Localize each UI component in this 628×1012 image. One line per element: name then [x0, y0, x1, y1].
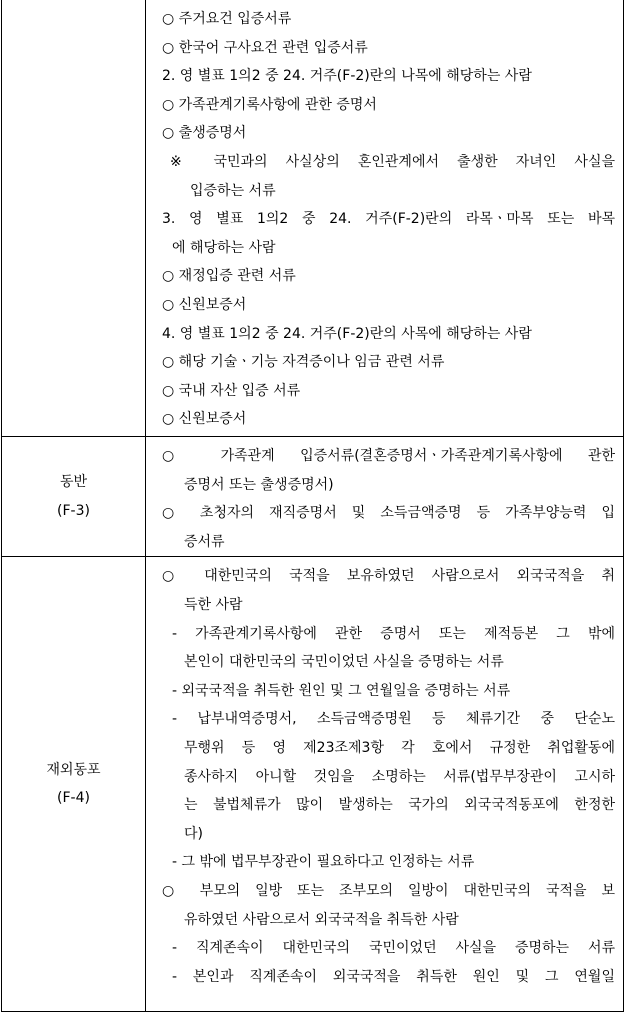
- list-item: 유하였던 사람으로서 외국국적을 취득한 사람: [184, 911, 459, 928]
- list-item: 본인이 대한민국의 국민이었던 사실을 증명하는 서류: [184, 654, 504, 671]
- list-item: ○ 주거요건 입증서류: [162, 11, 292, 27]
- list-item: 종사하지 아니할 것임을 소명하는 서류(법무부장관이 고시하: [184, 768, 615, 785]
- list-item: ○ 초청자의 재직증명서 및 소득금액증명 등 가족부양능력 입: [162, 505, 615, 522]
- category-cell: [2, 557, 146, 1012]
- list-item: 다): [184, 825, 203, 842]
- category-label: 동반: [59, 474, 88, 491]
- list-item: - 납부내역증명서, 소득금액증명원 등 체류기간 중 단순노: [172, 711, 615, 728]
- document-list-cell: [146, 437, 624, 557]
- list-item: - 외국국적을 취득한 원인 및 그 연월일을 증명하는 서류: [172, 682, 511, 699]
- list-item: ○ 부모의 일방 또는 조부모의 일방이 대한민국의 국적을 보: [162, 882, 615, 899]
- category-label: (F-3): [57, 502, 90, 519]
- list-item: 는 불법체류가 많이 발생하는 국가의 외국국적동포에 한정한: [184, 797, 615, 814]
- table-row: [2, 437, 624, 557]
- list-item: 증명서 또는 출생증명서): [184, 476, 334, 493]
- document-list-cell: [146, 0, 624, 437]
- category-label: (F-4): [57, 790, 90, 807]
- category-cell: [2, 0, 146, 437]
- list-item: ○ 가족관계 입증서류(결혼증명서ㆍ가족관계기록사항에 관한: [162, 448, 615, 464]
- table-row: [2, 0, 624, 437]
- list-item: ○ 신원보증서: [162, 411, 247, 428]
- list-item: ○ 한국어 구사요건 관련 입증서류: [162, 39, 368, 56]
- list-item: 증서류: [184, 533, 225, 550]
- list-item: ○ 신원보증서: [162, 296, 247, 313]
- list-item: 득한 사람: [184, 596, 243, 613]
- list-item: ○ 출생증명서: [162, 125, 247, 142]
- list-item: 3. 영 별표 1의2 중 24. 거주(F-2)란의 라목ㆍ마목 또는 바목: [162, 211, 615, 228]
- list-item: ○ 가족관계기록사항에 관한 증명서: [162, 96, 377, 113]
- list-item: ○ 대한민국의 국적을 보유하였던 사람으로서 외국국적을 취: [162, 568, 615, 585]
- list-item: 무행위 등 영 제23조제3항 각 호에서 규정한 취업활동에: [184, 739, 615, 756]
- document-list-cell: [146, 557, 624, 1012]
- list-item: ※ 국민과의 사실상의 혼인관계에서 출생한 자녀인 사실을: [170, 153, 615, 170]
- list-item: 2. 영 별표 1의2 중 24. 거주(F-2)란의 나목에 해당하는 사람: [162, 68, 532, 85]
- list-item: ○ 국내 자산 입증 서류: [162, 382, 301, 399]
- list-item: - 가족관계기록사항에 관한 증명서 또는 제적등본 그 밖에: [172, 625, 615, 642]
- list-item: 에 해당하는 사람: [172, 239, 276, 256]
- list-item: ○ 재정입증 관련 서류: [162, 268, 296, 285]
- category-cell: [2, 437, 146, 557]
- list-item: ○ 해당 기술ㆍ기능 자격증이나 임금 관련 서류: [162, 354, 445, 371]
- table-row: [2, 557, 624, 1012]
- list-item: 입증하는 서류: [190, 182, 276, 199]
- list-item: 4. 영 별표 1의2 중 24. 거주(F-2)란의 사목에 해당하는 사람: [162, 325, 532, 342]
- list-item: - 본인과 직계존속이 외국국적을 취득한 원인 및 그 연월일: [172, 968, 615, 985]
- category-label: 재외동포: [46, 761, 101, 778]
- requirements-table: [1, 0, 624, 1012]
- list-item: - 직계존속이 대한민국의 국민이었던 사실을 증명하는 서류: [172, 940, 615, 957]
- list-item: - 그 밖에 법무부장관이 필요하다고 인정하는 서류: [172, 854, 475, 871]
